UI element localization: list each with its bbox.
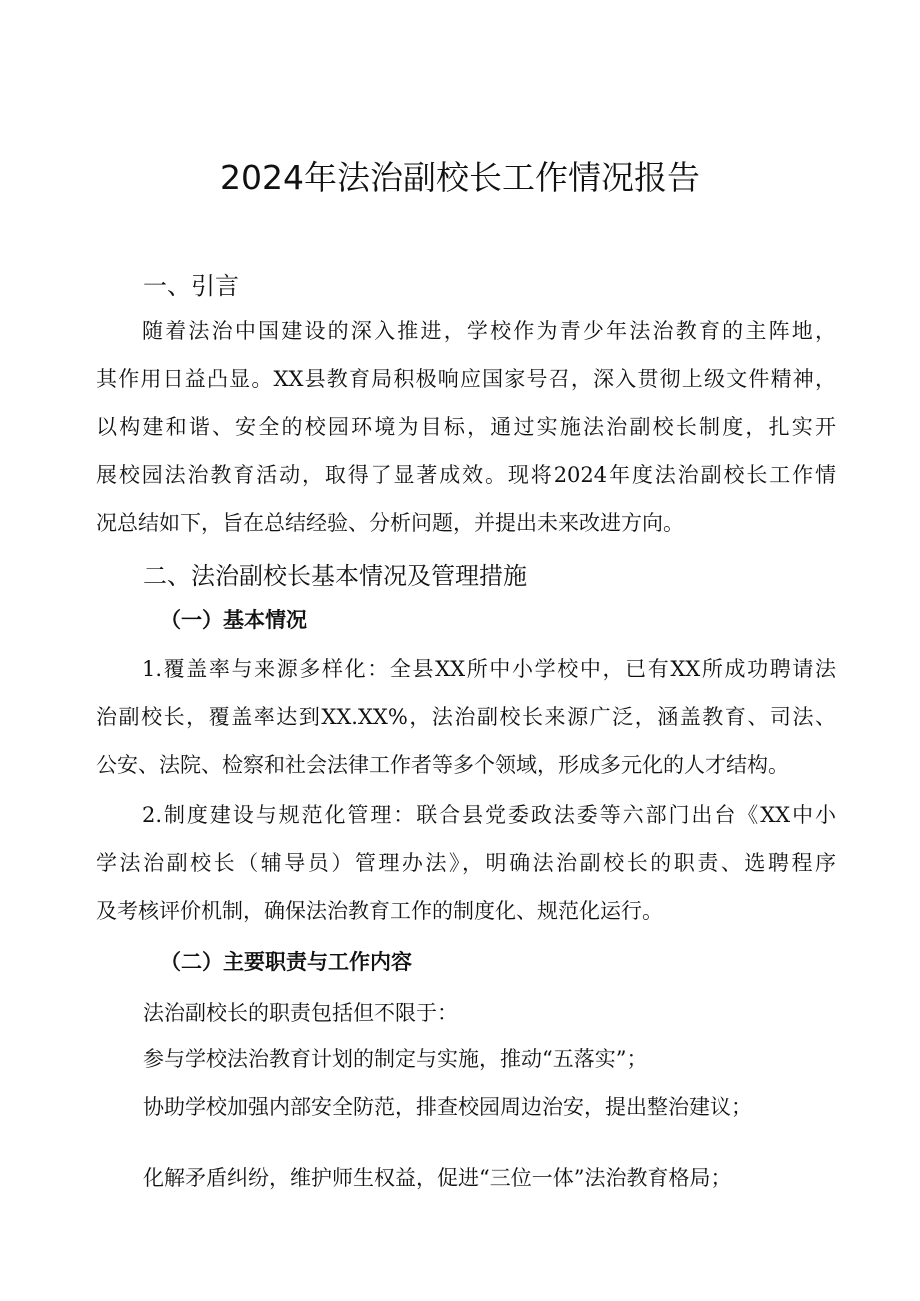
paragraph-line: 其作用日益凸显。XX县教育局积极响应国家号召，深入贯彻上级文件精神， bbox=[96, 367, 836, 391]
subsection-heading-duties: （二）主要职责与工作内容 bbox=[160, 949, 412, 974]
paragraph-line: 公安、法院、检察和社会法律工作者等多个领域，形成多元化的人才结构。 bbox=[96, 753, 789, 777]
coverage-paragraph bbox=[96, 645, 836, 789]
system-building-paragraph bbox=[96, 791, 836, 935]
paragraph-line: 况总结如下，旨在总结经验、分析问题，并提出未来改进方向。 bbox=[96, 511, 684, 535]
document-title: 2024年法治副校长工作情况报告 bbox=[220, 158, 700, 197]
paragraph-line: 随着法治中国建设的深入推进，学校作为青少年法治教育的主阵地， bbox=[142, 319, 836, 343]
paragraph-line: 及考核评价机制，确保法治教育工作的制度化、规范化运行。 bbox=[96, 899, 663, 923]
paragraph-line: 2.制度建设与规范化管理：联合县党委政法委等六部门出台《XX中小 bbox=[142, 803, 836, 827]
section-heading-basic-situation: 二、法治副校长基本情况及管理措施 bbox=[143, 562, 527, 590]
duties-intro: 法治副校长的职责包括但不限于： bbox=[143, 1001, 458, 1025]
duty-item: 参与学校法治教育计划的制定与实施，推动“五落实”； bbox=[143, 1047, 648, 1071]
introduction-paragraph bbox=[96, 307, 836, 547]
paragraph-line: 学法治副校长（辅导员）管理办法》，明确法治副校长的职责、选聘程序 bbox=[96, 851, 836, 875]
paragraph-line: 以构建和谐、安全的校园环境为目标，通过实施法治副校长制度，扎实开 bbox=[96, 415, 836, 439]
duty-item: 化解矛盾纠纷，维护师生权益，促进“三位一体”法治教育格局； bbox=[143, 1166, 732, 1190]
subsection-heading-basic-situation: （一）基本情况 bbox=[160, 607, 307, 632]
paragraph-line: 治副校长，覆盖率达到XX.XX%，法治副校长来源广泛，涵盖教育、司法、 bbox=[96, 705, 836, 729]
duty-item: 协助学校加强内部安全防范，排查校园周边治安，提出整治建议； bbox=[143, 1095, 752, 1119]
paragraph-line: 展校园法治教育活动，取得了显著成效。现将2024年度法治副校长工作情 bbox=[96, 463, 836, 487]
paragraph-line: 1.覆盖率与来源多样化：全县XX所中小学校中，已有XX所成功聘请法 bbox=[142, 657, 836, 681]
section-heading-introduction: 一、引言 bbox=[143, 272, 239, 300]
